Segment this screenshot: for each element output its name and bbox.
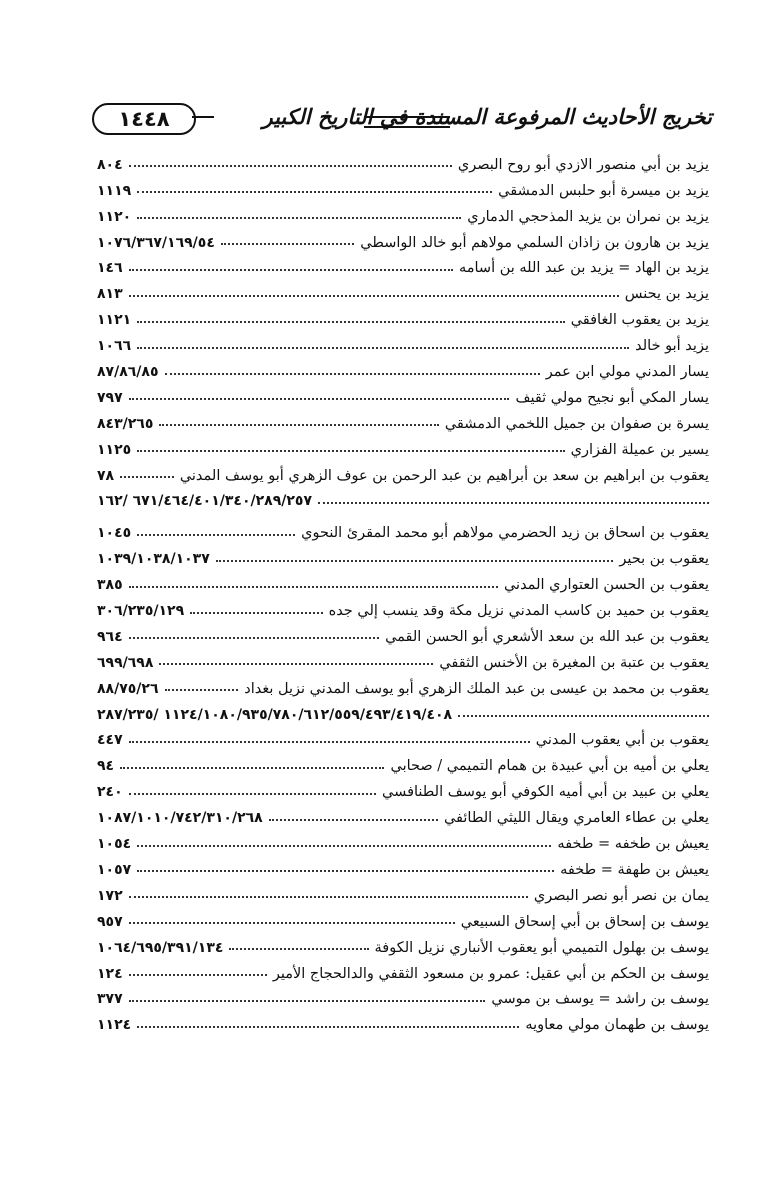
index-entry	[97, 933, 709, 959]
entry-name: يعلي بن عبيد بن أبي أميه الكوفي أبو يوسف الطنافسي	[382, 784, 709, 801]
index-entry	[97, 907, 709, 933]
entry-name: يزيد بن الهاد = يزيد بن عبد الله بن أسامه	[458, 260, 709, 277]
entry-page-refs: ٨١٣	[97, 286, 123, 303]
index-entry	[97, 622, 709, 648]
entry-name: يعلي بن أميه بن أبي عبيدة بن همام التميمي / صحابي	[390, 758, 709, 775]
entry-name: يوسف بن بهلول التميمي أبو يعقوب الأنباري نزيل الكوفة	[374, 939, 709, 956]
index-entry	[97, 726, 709, 752]
entry-name: يعقوب بن عتبة بن المغيرة بن الأخنس الثقفي	[439, 654, 709, 671]
entry-name: يزيد بن يعقوب الغافقي	[570, 312, 709, 329]
index-entry	[97, 279, 709, 305]
entry-page-refs: ٧٨	[97, 467, 115, 484]
entry-page-refs: ٦٩٩/٦٩٨	[97, 654, 154, 671]
leader-dots	[269, 812, 438, 821]
entry-name: يعقوب بن عبد الله بن سعد الأشعري أبو الحسن القمي	[385, 628, 709, 645]
index-entry	[97, 881, 709, 907]
entry-name: يسير بن عميلة الفزاري	[570, 441, 709, 458]
index-entry	[97, 777, 709, 803]
header-rule	[364, 116, 450, 128]
entry-name: يعقوب بن الحسن العتواري المدني	[503, 577, 709, 594]
leader-dots	[120, 469, 174, 478]
leader-dots	[129, 967, 267, 976]
page-number: ١٤٤٨	[92, 103, 196, 135]
entry-page-refs: ١٠٤٥	[97, 525, 132, 542]
leader-dots	[458, 708, 709, 717]
index-entry	[97, 176, 709, 202]
leader-dots	[137, 527, 295, 536]
leader-dots	[137, 443, 564, 452]
leader-dots	[221, 236, 354, 245]
index-entry	[97, 487, 709, 513]
entry-name: يعقوب بن بحير	[619, 551, 709, 568]
leader-dots	[137, 210, 461, 219]
entry-name: يعقوب بن اسحاق بن زيد الحضرمي مولاهم أبو محمد المقرئ النحوي	[301, 525, 709, 542]
index-entry	[97, 648, 709, 674]
index-entry	[97, 544, 709, 570]
leader-dots	[137, 838, 551, 847]
leader-dots	[129, 630, 379, 639]
index-entry	[97, 383, 709, 409]
leader-dots	[137, 314, 565, 323]
index-entry	[97, 803, 709, 829]
leader-dots	[137, 1019, 519, 1028]
index-entry	[97, 700, 709, 726]
entry-name: يعقوب بن محمد بن عيسى بن عبد الملك الزهري أبو يوسف المدني نزيل بغداد	[244, 680, 709, 697]
leader-dots	[137, 340, 629, 349]
index-entry	[97, 228, 709, 254]
leader-dots	[129, 158, 452, 167]
index-entry	[97, 596, 709, 622]
entry-name: يسار المدني مولي ابن عمر	[545, 364, 709, 381]
index-entry	[97, 305, 709, 331]
leader-dots	[216, 553, 614, 562]
entry-page-refs: ٨٨/٧٥/٢٦	[97, 680, 159, 697]
entry-name: يوسف بن الحكم بن أبي عقيل: عمرو بن مسعود الثقفي والدالحجاج الأمير	[272, 965, 709, 982]
entry-name: يمان بن نصر أبو نصر البصري	[533, 887, 709, 904]
leader-dots	[137, 863, 554, 872]
entry-name: يزيد أبو خالد	[635, 338, 709, 355]
leader-dots	[120, 760, 384, 769]
index-entry	[97, 855, 709, 881]
index-entry	[97, 254, 709, 280]
entry-name: يسار المكي أبو نجيح مولي ثقيف	[515, 389, 709, 406]
entry-page-refs: ١٠٧٦/٣٦٧/١٦٩/٥٤	[97, 234, 215, 251]
index-entry	[97, 570, 709, 596]
leader-dots	[129, 734, 530, 743]
leader-dots	[129, 288, 619, 297]
index-entry	[97, 409, 709, 435]
leader-dots	[129, 391, 510, 400]
entry-page-refs: ١٤٦	[97, 260, 123, 277]
entry-name: يوسف بن طهمان مولي معاويه	[525, 1017, 709, 1034]
entry-page-refs: ١١٢٥	[97, 441, 132, 458]
entry-name: يعقوب بن ابراهيم بن سعد بن أبراهيم بن عبد الرحمن بن عوف الزهري أبو يوسف المدني	[179, 467, 709, 484]
entry-page-refs: ١٠٨٧/١٠١٠/٧٤٢/٣١٠/٢٦٨	[97, 810, 263, 827]
entry-page-refs: ١٠٣٩/١٠٣٨/١٠٣٧	[97, 551, 210, 568]
leader-dots	[318, 495, 709, 504]
entry-page-refs: ٨٧/٨٦/٨٥	[97, 364, 159, 381]
entry-name: يزيد بن نمران بن يزيد المذحجي الدماري	[467, 208, 709, 225]
entry-page-refs: ١١٢١	[97, 312, 132, 329]
entry-page-refs: ١١٢٤/١٠٨٠/٩٣٥/٧٨٠/٦١٢/٥٥٩/٤٩٣/٤١٩/٤٠٨ /٢٨٧/٢٣٥	[97, 706, 453, 723]
entry-page-refs: ٦٧١/٤٦٤/٤٠١/٣٤٠/٢٨٩/٢٥٧ /١٦٢	[97, 493, 313, 510]
entry-page-refs: ٣٧٧	[97, 991, 123, 1008]
index-entry	[97, 331, 709, 357]
leader-dots	[137, 184, 492, 193]
leader-dots	[165, 366, 540, 375]
entry-name: يوسف بن إسحاق بن أبي إسحاق السبيعي	[460, 913, 709, 930]
index-entry	[97, 150, 709, 176]
badge-rule	[192, 116, 214, 122]
leader-dots	[129, 262, 453, 271]
book-title: تخريج الأحاديث المرفوعة المسندة في التاريخ الكبير	[262, 104, 712, 129]
index-entry	[97, 518, 709, 544]
index-entry	[97, 1010, 709, 1036]
entry-page-refs: ٩٦٤	[97, 628, 123, 645]
entry-page-refs: ٨٤٣/٢٦٥	[97, 415, 154, 432]
entry-page-refs: ١٧٢	[97, 887, 123, 904]
leader-dots	[129, 889, 528, 898]
index-entry	[97, 985, 709, 1011]
entry-page-refs: ١٠٦٦	[97, 338, 132, 355]
entry-name: يوسف بن راشد = يوسف بن موسي	[491, 991, 709, 1008]
leader-dots	[129, 579, 498, 588]
entry-page-refs: ١١٢٤	[97, 1017, 132, 1034]
index-entry	[97, 357, 709, 383]
entry-name: يعلي بن عطاء العامري ويقال الليثي الطائفي	[443, 810, 709, 827]
entry-page-refs: ١٠٥٧	[97, 861, 132, 878]
entry-name: يعقوب بن حميد بن كاسب المدني نزيل مكة وقد ينسب إلي جده	[328, 603, 709, 620]
leader-dots	[159, 417, 438, 426]
entry-name: يسرة بن صفوان بن جميل اللخمي الدمشقي	[444, 415, 709, 432]
entry-page-refs: ٤٤٧	[97, 732, 123, 749]
leader-dots	[229, 941, 368, 950]
entry-name: يزيد بن أبي منصور الازدي أبو روح البصري	[457, 156, 709, 173]
index-entry	[97, 674, 709, 700]
index-list	[97, 150, 709, 1036]
leader-dots	[129, 786, 376, 795]
entry-name: يعيش بن طخفه = طخفه	[557, 836, 709, 853]
index-entry	[97, 751, 709, 777]
entry-page-refs: ١٢٤	[97, 965, 123, 982]
entry-page-refs: ٧٩٧	[97, 389, 123, 406]
entry-page-refs: ١٠٥٤	[97, 836, 132, 853]
entry-page-refs: ٩٥٧	[97, 913, 123, 930]
entry-page-refs: ٨٠٤	[97, 156, 123, 173]
leader-dots	[165, 682, 239, 691]
entry-name: يعقوب بن أبي يعقوب المدني	[535, 732, 709, 749]
index-entry	[97, 959, 709, 985]
leader-dots	[129, 915, 455, 924]
entry-name: يزيد بن هارون بن زاذان السلمي مولاهم أبو خالد الواسطي	[360, 234, 709, 251]
entry-page-refs: ٣٠٦/٢٣٥/١٢٩	[97, 603, 185, 620]
leader-dots	[190, 605, 322, 614]
entry-page-refs: ١١١٩	[97, 182, 132, 199]
entry-page-refs: ١٠٦٤/٦٩٥/٣٩١/١٣٤	[97, 939, 224, 956]
index-entry	[97, 202, 709, 228]
index-entry	[97, 435, 709, 461]
index-entry	[97, 461, 709, 487]
leader-dots	[159, 656, 433, 665]
entry-page-refs: ٢٤٠	[97, 784, 123, 801]
leader-dots	[129, 993, 486, 1002]
entry-name: يزيد بن ميسرة أبو حلبس الدمشقي	[498, 182, 709, 199]
entry-name: يعيش بن طهفة = طخفه	[560, 861, 709, 878]
entry-name: يزيد بن يحنس	[624, 286, 709, 303]
running-header	[92, 100, 712, 146]
entry-page-refs: ٩٤	[97, 758, 115, 775]
entry-page-refs: ٣٨٥	[97, 577, 123, 594]
index-entry	[97, 829, 709, 855]
entry-page-refs: ١١٢٠	[97, 208, 132, 225]
